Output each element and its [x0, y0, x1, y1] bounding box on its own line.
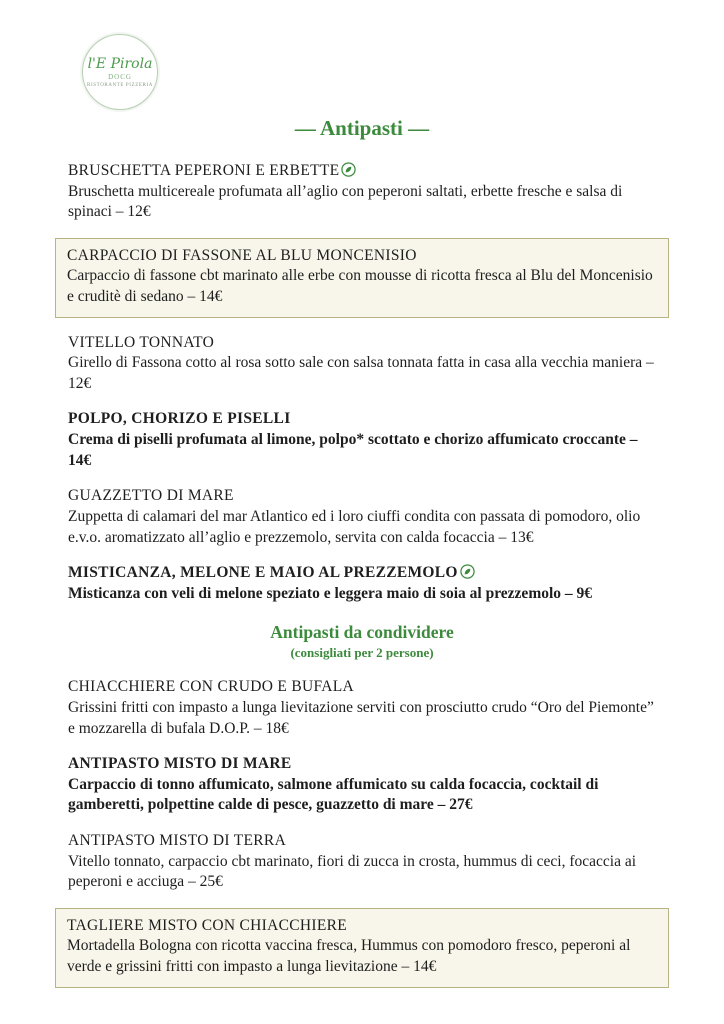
- menu-item-description: Girello di Fassona cotto al rosa sotto sale con salsa tonnata fatta in casa alla vecchia maniera – 12€: [68, 354, 654, 392]
- logo-subtitle: RISTORANTE PIZZERIA: [87, 82, 153, 88]
- menu-item-name-text: BRUSCHETTA PEPERONI E ERBETTE: [68, 162, 340, 179]
- menu-item-description: Zuppetta di calamari del mar Atlantico ed i loro ciuffi condita con passata di pomodoro, olio e.v.o. aromatizzato all’aglio e prezzemolo, servita con calda focaccia – 13€: [68, 507, 641, 546]
- menu-item: [68, 161, 656, 223]
- menu-item-name: CHIACCHIERE CON CRUDO E BUFALA: [68, 678, 355, 696]
- share-section-note: (consigliati per 2 persone): [290, 645, 434, 661]
- share-section-heading: Antipasti da condividere: [270, 622, 454, 643]
- menu-item-name-text: MISTICANZA, MELONE E MAIO AL PREZZEMOLO: [68, 564, 458, 582]
- menu-item-name: TAGLIERE MISTO CON CHIACCHIERE: [67, 916, 348, 934]
- menu-item-name: [68, 563, 656, 584]
- menu-item-description: Misticanza con veli di melone speziato e leggera maio di soia al prezzemolo – 9€: [68, 584, 593, 602]
- menu-item-description: Mortadella Bologna con ricotta vaccina fresca, Hummus con pomodoro fresco, peperoni al verde e grissini fritti con impasto a lunga lievitazione – 14€: [67, 937, 631, 976]
- menu-item-description: Grissini fritti con impasto a lunga lievitazione serviti con prosciutto crudo “Oro del Piemonte” e mozzarella di bufala D.O.P. – 18€: [68, 698, 654, 737]
- menu-item-name: GUAZZETTO DI MARE: [68, 487, 234, 505]
- menu-item: [68, 677, 656, 739]
- logo-name: l'E Pirola: [87, 55, 153, 72]
- menu-item: [68, 333, 656, 395]
- menu-item-description: Crema di piselli profumata al limone, polpo* scottato e chorizo affumicato croccante – 14€: [68, 431, 638, 469]
- menu-item: [68, 409, 656, 471]
- menu-item-description: Bruschetta multicereale profumata all’aglio con peperoni saltati, erbette fresche e salsa di spinaci – 12€: [68, 182, 623, 221]
- menu-item-name: POLPO, CHORIZO E PISELLI: [68, 410, 291, 428]
- menu-item: [68, 754, 656, 816]
- menu-item-highlighted: [55, 238, 669, 318]
- vegetarian-icon: [460, 564, 475, 579]
- menu-item-description: Carpaccio di tonno affumicato, salmone affumicato su calda focaccia, cocktail di gamberetti, polpettine calde di pesce, guazzetto di mare – 27€: [68, 775, 599, 814]
- menu-item: [68, 563, 656, 604]
- restaurant-logo: [82, 34, 158, 110]
- vegetarian-icon: [341, 162, 356, 177]
- menu-item-description: Carpaccio di fassone cbt marinato alle erbe con mousse di ricotta fresca al Blu del Moncenisio e cruditè di sedano – 14€: [67, 267, 653, 306]
- menu-item: [68, 486, 656, 548]
- page-title: — Antipasti —: [294, 116, 430, 140]
- menu-item-highlighted: [55, 908, 669, 988]
- menu-item-name: ANTIPASTO MISTO DI MARE: [68, 755, 292, 773]
- menu-item-description: Vitello tonnato, carpaccio cbt marinato, fiori di zucca in crosta, hummus di ceci, focaccia ai peperoni e acciuga – 25€: [68, 852, 637, 891]
- menu-item-name: [68, 161, 656, 182]
- menu-item-name: VITELLO TONNATO: [68, 333, 215, 351]
- logo-middle-text: DOCG: [108, 72, 132, 81]
- menu-item-name: ANTIPASTO MISTO DI TERRA: [68, 832, 287, 850]
- menu-item: [68, 831, 656, 893]
- menu-item-name: CARPACCIO DI FASSONE AL BLU MONCENISIO: [67, 246, 417, 264]
